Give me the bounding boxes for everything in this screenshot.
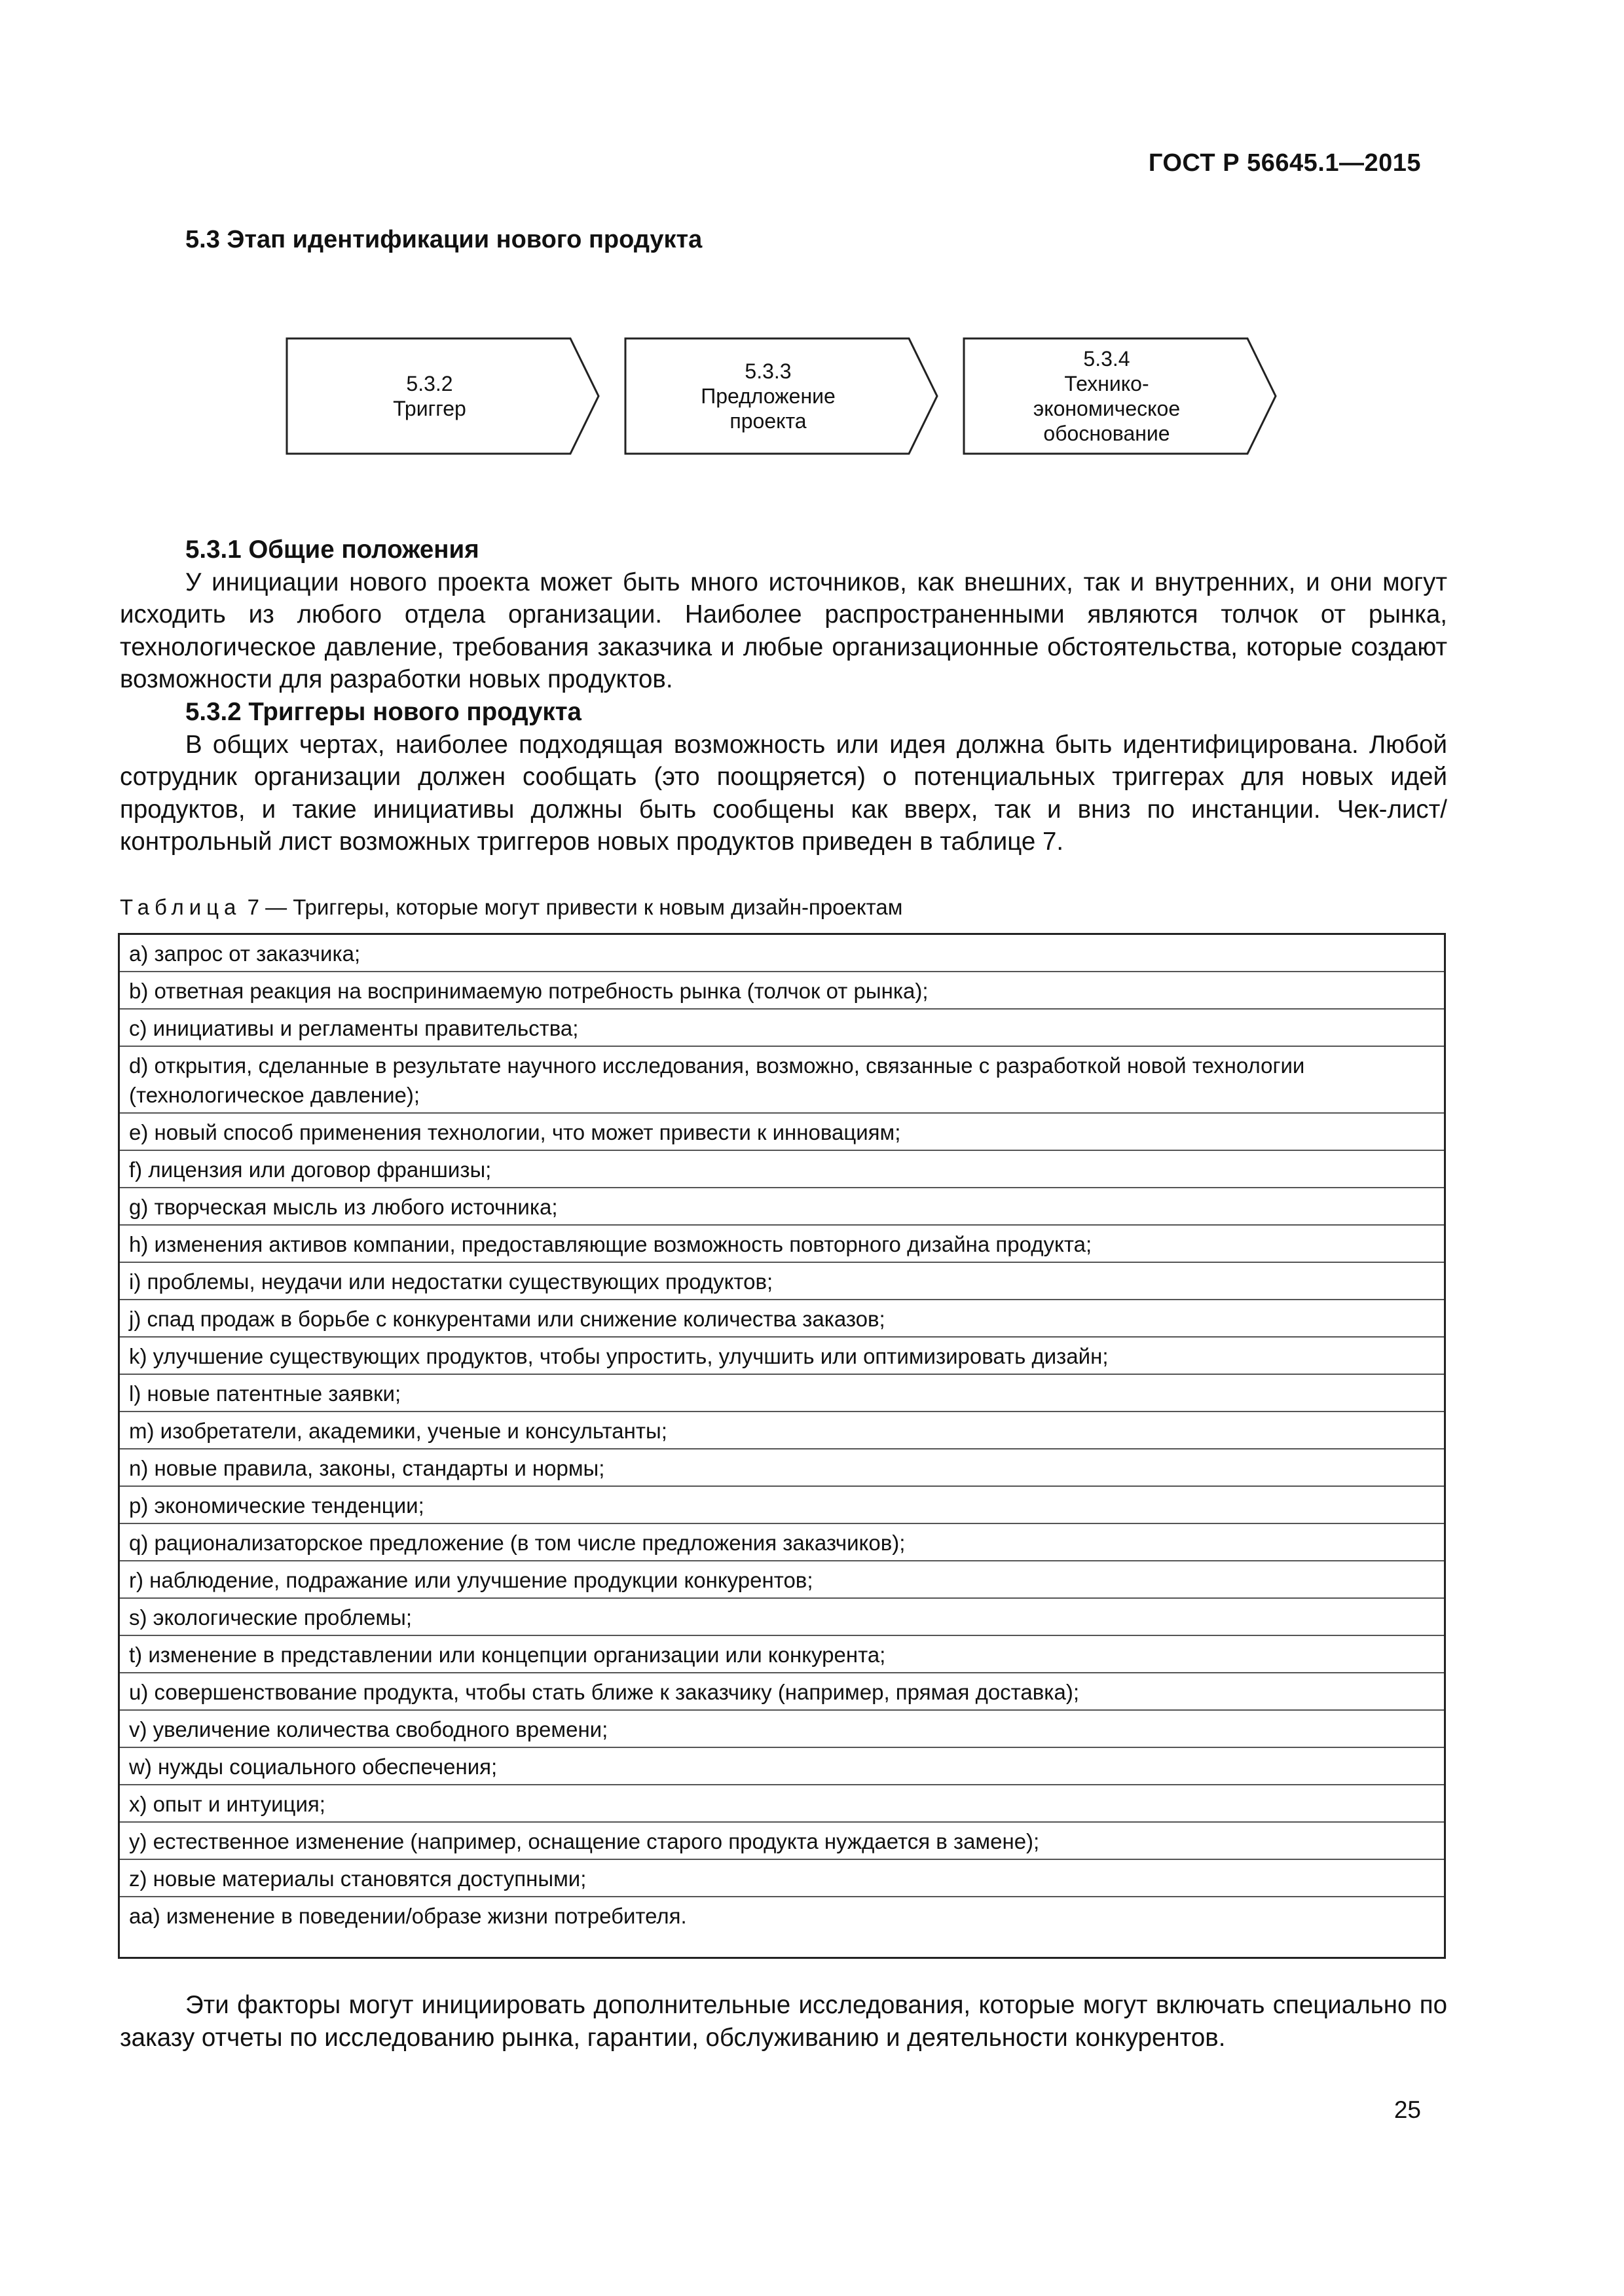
closing-section <box>120 1989 1447 2054</box>
table-row: z) новые материалы становятся доступными; <box>120 1860 1444 1897</box>
table-row: y) естественное изменение (например, оснащение старого продукта нуждается в замене); <box>120 1823 1444 1860</box>
paragraph-triggers: В общих чертах, наиболее подходящая возможность или идея должна быть идентифицирована. Любой сотрудник организации должен сообщать (это поощряется) о потенциальных триггерах для новых идей продуктов, и такие инициативы должны быть сообщены как вверх, так и вниз по инстанции. Чек-лист/контрольный лист возможных триггеров новых продуктов приведен в таблице 7. <box>120 730 1447 856</box>
flow-step-feasibility: 5.3.4 Технико- экономическое обоснование <box>1033 347 1181 445</box>
table-row: a) запрос от заказчика; <box>120 935 1444 972</box>
table-row: k) улучшение существующих продуктов, чтобы упростить, улучшить или оптимизировать дизайн; <box>120 1338 1444 1375</box>
document-code: ГОСТ Р 56645.1—2015 <box>1148 149 1421 177</box>
subsection-title-general: 5.3.1 Общие положения <box>185 536 479 564</box>
subsection-title-triggers: 5.3.2 Триггеры нового продукта <box>185 697 581 726</box>
table-row: j) спад продаж в борьбе с конкурентами или снижение количества заказов; <box>120 1300 1444 1338</box>
triggers-table <box>118 933 1446 1959</box>
table-row: v) увеличение количества свободного времени; <box>120 1711 1444 1748</box>
table-row: b) ответная реакция на воспринимаемую потребность рынка (толчок от рынка); <box>120 972 1444 1010</box>
table-row: w) нужды социального обеспечения; <box>120 1748 1444 1785</box>
flow-step-trigger: 5.3.2 Триггер <box>393 372 466 420</box>
body-sections <box>120 534 1447 858</box>
table-caption-word: Таблица <box>120 895 242 919</box>
table-row: l) новые патентные заявки; <box>120 1375 1444 1412</box>
table-row: f) лицензия или договор франшизы; <box>120 1151 1444 1188</box>
table-row: c) инициативы и регламенты правительства; <box>120 1010 1444 1047</box>
flow-diagram <box>286 337 1281 458</box>
table-caption-text: 7 — Триггеры, которые могут привести к новым дизайн-проектам <box>247 895 903 919</box>
table-row: s) экологические проблемы; <box>120 1599 1444 1636</box>
table-row: x) опыт и интуиция; <box>120 1785 1444 1823</box>
paragraph-general: У инициации нового проекта может быть много источников, как внешних, так и внутренних, и они могут исходить из любого отдела организации. Наиболее распространенными являются толчок от рынка, технологическое давление, требования заказчика и любые организационные обстоятельства, которые создают возможности для разработки новых продуктов. <box>120 568 1447 694</box>
section-heading: 5.3 Этап идентификации нового продукта <box>185 226 703 253</box>
table-row: e) новый способ применения технологии, что может привести к инновациям; <box>120 1114 1444 1151</box>
table-row: g) творческая мысль из любого источника; <box>120 1188 1444 1226</box>
table-row: q) рационализаторское предложение (в том числе предложения заказчиков); <box>120 1524 1444 1561</box>
table-row: n) новые правила, законы, стандарты и нормы; <box>120 1449 1444 1487</box>
closing-paragraph: Эти факторы могут инициировать дополнительные исследования, которые могут включать специально по заказу отчеты по исследованию рынка, гарантии, обслуживанию и деятельности конкурентов. <box>120 1991 1447 2052</box>
table-row: d) открытия, сделанные в результате научного исследования, возможно, связанные с разработкой новой технологии (технологическое давление); <box>120 1047 1444 1114</box>
table-row: h) изменения активов компании, предоставляющие возможность повторного дизайна продукта; <box>120 1226 1444 1263</box>
table-caption <box>120 895 902 920</box>
table-row: aa) изменение в поведении/образе жизни потребителя. <box>129 1904 687 1928</box>
page-number: 25 <box>1393 2096 1421 2123</box>
table-row: i) проблемы, неудачи или недостатки существующих продуктов; <box>120 1263 1444 1300</box>
table-row: t) изменение в представлении или концепции организации или конкурента; <box>120 1636 1444 1673</box>
flow-step-project-proposal: 5.3.3 Предложение проекта <box>701 359 836 433</box>
table-row: r) наблюдение, подражание или улучшение продукции конкурентов; <box>120 1561 1444 1599</box>
table-row: u) совершенствование продукта, чтобы стать ближе к заказчику (например, прямая доставка); <box>120 1673 1444 1711</box>
table-row: m) изобретатели, академики, ученые и консультанты; <box>120 1412 1444 1449</box>
table-row: p) экономические тенденции; <box>120 1487 1444 1524</box>
